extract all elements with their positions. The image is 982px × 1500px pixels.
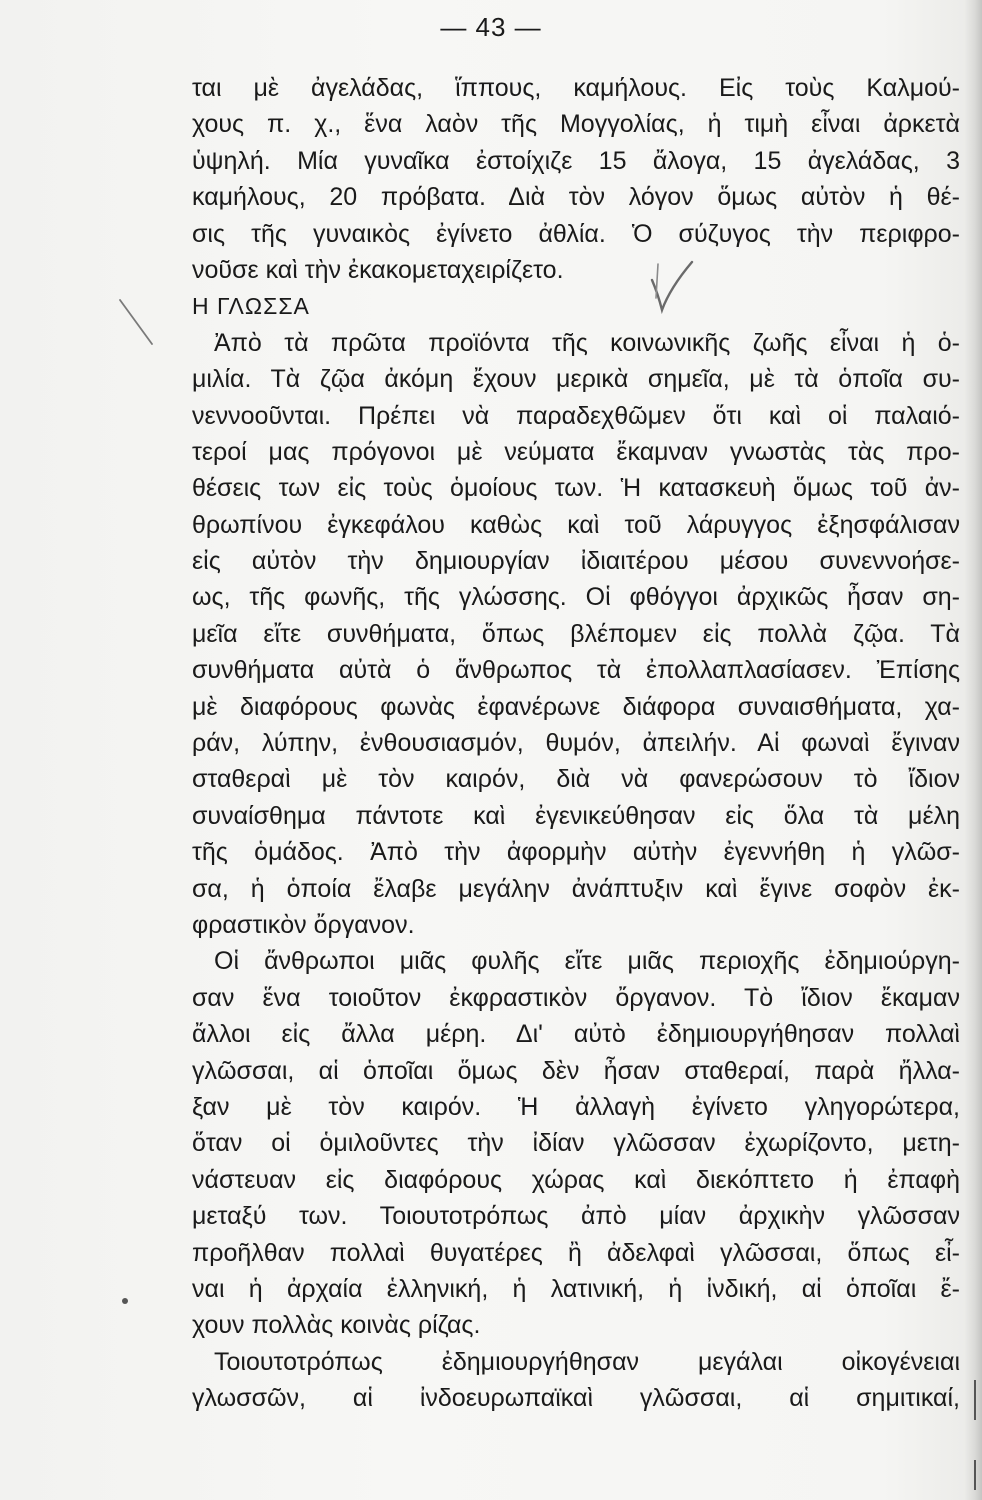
text-line: τῆς ὁμάδος. Ἀπὸ τὴν ἀφορμὴν αὐτὴν ἐγεννήθη ἡ γλῶσ- — [192, 838, 960, 867]
text-line: μεῖα εἴτε συνθήματα, ὅπως βλέπομεν εἰς πολλὰ ζῷα. Τὰ — [192, 619, 960, 648]
text-line: θρωπίνου ἐγκεφάλου καθὼς καὶ τοῦ λάρυγγος ἐξησφάλισαν — [192, 510, 960, 539]
text-line: μεταξύ των. Τοιουτοτρόπως ἀπὸ μίαν ἀρχικὴν γλῶσσαν — [192, 1202, 960, 1231]
text-line: σα, ἡ ὁποία ἔλαβε μεγάλην ἀνάπτυξιν καὶ ἔγινε σοφὸν ἐκ- — [192, 874, 960, 903]
text-line: νάστευαν εἰς διαφόρους χώρας καὶ διεκόπτετο ἡ ἐπαφὴ — [192, 1165, 960, 1194]
body-text — [192, 70, 960, 1416]
text-line: ἄλλοι εἰς ἄλλα μέρη. Δι' αὐτὸ ἐδημιουργήθησαν πολλαὶ — [192, 1020, 960, 1049]
text-line: γλωσσῶν, αἱ ἰνδοευρωπαϊκαὶ γλῶσσαι, αἱ σημιτικαί, — [192, 1384, 960, 1413]
section-heading: Η ΓΛΩΣΣΑ — [192, 293, 310, 320]
text-line: Τοιουτοτρόπως ἐδημιουργήθησαν μεγάλαι οἰκογένειαι — [214, 1347, 960, 1376]
text-line: σαν ἕνα τοιοῦτον ἐκφραστικὸν ὄργανον. Τὸ ἴδιον ἔκαμαν — [192, 983, 960, 1012]
text-line: μὲ διαφόρους φωνὰς ἐφανέρωνε διάφορα συναισθήματα, χα- — [192, 692, 960, 721]
text-line: ως, τῆς φωνῆς, τῆς γλώσσης. Οἱ φθόγγοι ἀρχικῶς ἦσαν ση- — [192, 583, 960, 612]
paragraph-3 — [192, 943, 960, 1343]
text-line: συναίσθημα πάντοτε καὶ ἐγενικεύθησαν εἰς ὅλα τὰ μέλη — [192, 801, 960, 830]
text-line: ράν, λύπην, ἐνθουσιασμόν, θυμόν, ἀπειλήν. Αἱ φωναὶ ἔγιναν — [192, 729, 960, 758]
text-line: ὅταν οἱ ὁμιλοῦντες τὴν ἰδίαν γλῶσσαν ἐχωρίζοντο, μετη- — [192, 1129, 960, 1158]
text-line: νεννοοῦνται. Πρέπει νὰ παραδεχθῶμεν ὅτι καὶ οἱ παλαιό- — [192, 401, 960, 430]
text-line: ται μὲ ἀγελάδας, ἵππους, καμήλους. Εἰς τοὺς Καλμού- — [192, 74, 960, 102]
text-line: Ἀπὸ τὰ πρῶτα προϊόντα τῆς κοινωνικῆς ζωῆς εἶναι ἡ ὁ- — [214, 328, 960, 357]
edge-mark — [974, 1460, 976, 1490]
paragraph-1 — [192, 70, 960, 288]
text-line: σταθεραὶ μὲ τὸν καιρόν, διὰ νὰ φανερώσουν τὸ ἴδιον — [192, 765, 960, 794]
pencil-check-mark — [648, 258, 696, 314]
pencil-margin-mark — [118, 298, 154, 348]
text-line: νοῦσε καὶ τὴν ἐκακομεταχειρίζετο. — [192, 255, 564, 284]
text-line: ξαν μὲ τὸν καιρόν. Ἡ ἀλλαγὴ ἐγίνετο γληγορώτερα, — [192, 1092, 960, 1121]
text-line: προῆλθαν πολλαὶ θυγατέρες ἢ ἀδελφαὶ γλῶσσαι, ὅπως εἶ- — [192, 1238, 960, 1267]
text-line: θέσεις των εἰς τοὺς ὁμοίους των. Ἡ κατασκευὴ ὅμως τοῦ ἀν- — [192, 474, 960, 503]
text-line: ὑψηλή. Μία γυναῖκα ἐστοίχιζε 15 ἄλογα, 15 ἀγελάδας, 3 — [192, 146, 960, 175]
paragraph-4 — [192, 1344, 960, 1417]
page-number: — 43 — — [440, 12, 542, 42]
text-line: γλῶσσαι, αἱ ὁποῖαι ὅμως δὲν ἦσαν σταθεραί, παρὰ ἤλλα- — [192, 1056, 960, 1085]
text-line: καμήλους, 20 πρόβατα. Διὰ τὸν λόγον ὅμως αὐτὸν ἡ θέ- — [192, 183, 960, 212]
margin-dot — [122, 1298, 128, 1304]
text-line: χους π. χ., ἕνα λαὸν τῆς Μογγολίας, ἡ τιμὴ εἶναι ἀρκετὰ — [192, 110, 960, 139]
text-line: φραστικὸν ὄργανον. — [192, 910, 415, 939]
text-line: μιλία. Τὰ ζῷα ἀκόμη ἔχουν μερικὰ σημεῖα, μὲ τὰ ὁποῖα συ- — [192, 365, 960, 394]
text-line: ναι ἡ ἀρχαία ἑλληνική, ἡ λατινική, ἡ ἰνδική, αἱ ὁποῖαι ἔ- — [192, 1274, 960, 1303]
text-line: εἰς αὐτὸν τὴν δημιουργίαν ἰδιαιτέρου μέσου συνεννοήσε- — [192, 547, 960, 576]
binding-shadow — [964, 0, 982, 1500]
paragraph-2 — [192, 325, 960, 944]
text-line: τεροί μας πρόγονοι μὲ νεύματα ἔκαμναν γνωστὰς τὰς προ- — [192, 437, 960, 466]
text-line: Οἱ ἄνθρωποι μιᾶς φυλῆς εἴτε μιᾶς περιοχῆς ἐδημιούργη- — [214, 947, 960, 976]
edge-mark — [974, 1380, 976, 1420]
text-line: χουν πολλὰς κοινὰς ρίζας. — [192, 1311, 481, 1340]
text-line: σις τῆς γυναικὸς ἐγίνετο ἀθλία. Ὁ σύζυγος τὴν περιφρο- — [192, 219, 960, 248]
text-line: συνθήματα αὐτὰ ὁ ἄνθρωπος τὰ ἐπολλαπλασίασεν. Ἐπίσης — [192, 656, 960, 685]
